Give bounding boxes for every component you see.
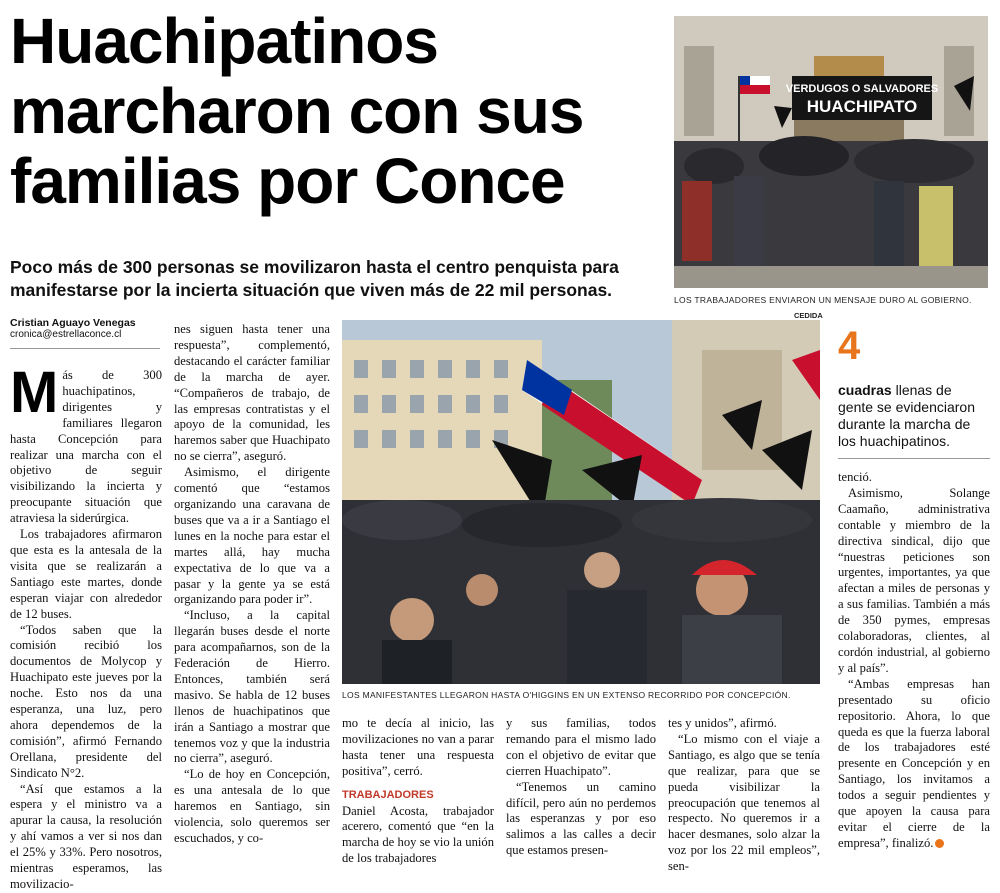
headline: Huachipatinos marcharon con sus familias por Conce: [10, 5, 584, 217]
paragraph: ás de 300 huachipatinos, dirigentes y familiares llegaron hasta Concepción para realizar una marcha con el objetivo de seguir visibilizando la incierta y preocupante situación que atraviesa la siderúrgica.: [10, 368, 162, 526]
paragraph: “Lo mismo con el viaje a Santiago, es algo que se tenía que realizar, para que se pueda visibilizar la preocupación que tenemos al respecto. No queremos ir a hacer desmanes, solo alzar la voz por los 22 mil empleos”, sen-: [668, 731, 820, 874]
factbox-divider: [838, 458, 990, 459]
photo-main-march: [342, 320, 820, 684]
factbox-bold: cuadras: [838, 382, 892, 398]
paragraph: “Lo de hoy en Concepción, es una antesala de lo que haremos en Santiago, sin violencia, solo queremos ser escuchados, y co-: [174, 767, 330, 845]
article-column-5: [668, 716, 820, 875]
paragraph: mo te decía al inicio, las movilizaciones no van a parar hasta tener una respuesta positiva”, cerró.: [342, 716, 494, 778]
article-column-6: [838, 470, 990, 852]
section-heading: TRABAJADORES: [342, 788, 434, 801]
factbox-rest: llenas de gente se evidenciaron durante la marcha de los huachipatinos.: [838, 382, 975, 449]
photo-top-caption: LOS TRABAJADORES ENVIARON UN MENSAJE DURO AL GOBIERNO.: [674, 295, 972, 305]
factbox-text: [838, 382, 990, 450]
photo-credit: CEDIDA: [794, 311, 823, 320]
paragraph: tes y unidos”, afirmó.: [668, 716, 777, 730]
article-column-3: [342, 716, 494, 867]
photo-march-cathedral-illustration: [674, 16, 988, 288]
author-email[interactable]: cronica@estrellaconce.cl: [10, 329, 122, 340]
paragraph: Asimismo, Solange Caamaño, administrativa contable y miembro de la directiva sindical, dijo que “nuestras peticiones son urgentes, importantes, ya que afectan a miles de personas y a sus familias. También a más de 350 pymes, empresas colaboradoras, clientes, al cordón industrial, al gobierno y al país”.: [838, 485, 990, 675]
photo-main-caption: LOS MANIFESTANTES LLEGARON HASTA O'HIGGINS EN UN EXTENSO RECORRIDO POR CONCEPCIÓN.: [342, 690, 791, 700]
author-name: Cristian Aguayo Venegas: [10, 317, 136, 329]
photo-march-cathedral: [674, 16, 988, 288]
paragraph: “Así que estamos a la espera y el ministro va a apurar la causa, la resolución y ahí vamos a ver si nos dan el 25% y 33%. Pero nosotros, mientras esperamos, las movilizacio-: [10, 781, 162, 891]
subheadline: Poco más de 300 personas se movilizaron hasta el centro penquista para manifestarse por la incierta situación que viven más de 22 mil personas.: [10, 257, 619, 300]
paragraph: “Tenemos un camino difícil, pero aún no perdemos las esperanzas y por eso salimos a las calles a decir que estamos presen-: [506, 779, 656, 858]
photo-main-illustration: [342, 320, 820, 684]
end-mark-icon: [935, 839, 944, 848]
banner-text-line2: HUACHIPATO: [806, 97, 918, 116]
article-column-1: [10, 360, 162, 893]
article-column-2: [174, 322, 330, 847]
factbox: [838, 326, 990, 450]
dropcap: M: [10, 360, 59, 425]
paragraph: [838, 677, 990, 852]
byline-divider: [10, 348, 160, 349]
factbox-number: 4: [838, 324, 861, 368]
paragraph: tenció.: [838, 470, 872, 484]
paragraph: nes siguen hasta tener una respuesta”, complementó, destacando el carácter familiar de la marcha de ayer. “Compañeros de trabajo, de las empresas contratistas y el apoyo de la comunidad, les haremos saber que Huachipato no se cierra”, aseguró.: [174, 322, 330, 464]
paragraph: “Incluso, a la capital llegarán buses desde el norte para acompañarnos, son de la Federación de Hierro. Entonces, también será masivo. Se habla de 12 buses llenos de huachipatinos que irán a Santiago a mostrar que tenemos voz y que la industria no cierra”, aseguró.: [174, 608, 330, 766]
paragraph: “Todos saben que la comisión recibió los documentos de Molycop y Huachipato este jueves por la noche. Esto nos da una esperanza, una luz, pero ahora dependemos de la comisión”, afirmó Fernando Orellana, presidente del Sindicato N°2.: [10, 622, 162, 780]
paragraph: Asimismo, el dirigente comentó que “estamos organizando una caravana de buses que va a ir a Santiago el lunes en la noche para estar el martes allá, hay mucha expectativa de lo que va a pasar y la gente ya se está organizando para poder ir”.: [174, 465, 330, 607]
paragraph: Daniel Acosta, trabajador acerero, comentó que “en la marcha de hoy se vio la unión de los trabajadores: [342, 803, 494, 866]
banner-text-line1: VERDUGOS O SALVADORES: [785, 83, 939, 95]
paragraph: Los trabajadores afirmaron que esta es la antesala de la visita que se realizarán a Santiago este martes, donde esperan viajar con alrededor de 12 buses.: [10, 527, 162, 621]
closing-text: “Ambas empresas han presentado su oficio repositorio. Ahora, lo que queda es que la fuerza laboral de los trabajadores esté presente en Concepción y en Santiago, los invitamos a todos a seguir pendientes y que apoyen la causa para evitar el cierre de la empresa”, finalizó.: [838, 676, 990, 850]
paragraph: y sus familias, todos remando para el mismo lado con el objetivo de evitar que cierren Huachipato”.: [506, 716, 656, 778]
article-column-4: [506, 716, 656, 859]
